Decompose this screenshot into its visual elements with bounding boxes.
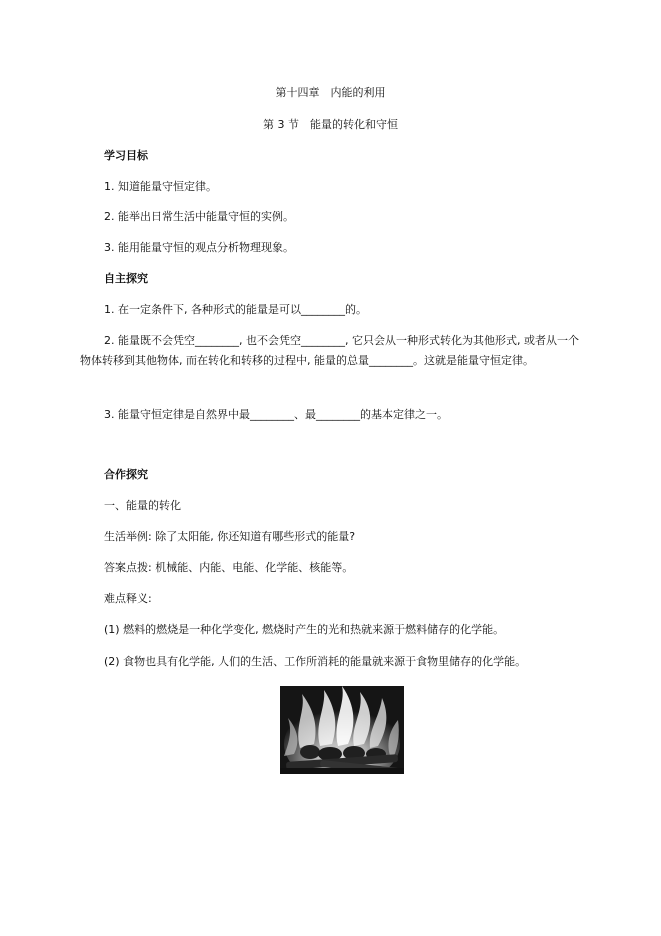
life-example: 生活举例: 除了太阳能, 你还知道有哪些形式的能量? <box>104 530 356 543</box>
self-study-question-3: 3. 能量守恒定律是自然界中最________、最________的基本定律之一。 <box>104 408 448 421</box>
self-study-heading: 自主探究 <box>104 272 148 285</box>
goal-item: 2. 能举出日常生活中能量守恒的实例。 <box>104 210 294 223</box>
self-study-question-1: 1. 在一定条件下, 各种形式的能量是可以________的。 <box>104 303 367 316</box>
goal-item: 3. 能用能量守恒的观点分析物理现象。 <box>104 241 294 254</box>
difficulty-note-1: (1) 燃料的燃烧是一种化学变化, 燃烧时产生的光和热就来源于燃料储存的化学能。 <box>104 623 505 636</box>
goals-heading: 学习目标 <box>104 149 148 162</box>
chapter-title: 第十四章 内能的利用 <box>275 86 386 99</box>
burning-fuel-image <box>280 686 404 774</box>
answer-hint: 答案点拨: 机械能、内能、电能、化学能、核能等。 <box>104 561 354 574</box>
section-title: 第 3 节 能量的转化和守恒 <box>263 118 398 131</box>
self-study-question-2: 2. 能量既不会凭空________, 也不会凭空________, 它只会从一种形式转化为其他形式, 或者从一个物体转移到其他物体, 而在转化和转移的过程中, 能量的总量________。这就是能量守恒定律。 <box>80 334 579 367</box>
difficulty-heading: 难点释义: <box>104 592 152 605</box>
cooperation-heading: 合作探究 <box>104 468 148 481</box>
cooperation-subheading: 一、能量的转化 <box>104 499 181 512</box>
difficulty-note-2: (2) 食物也具有化学能, 人们的生活、工作所消耗的能量就来源于食物里储存的化学能。 <box>104 655 527 668</box>
goal-item: 1. 知道能量守恒定律。 <box>104 180 217 193</box>
